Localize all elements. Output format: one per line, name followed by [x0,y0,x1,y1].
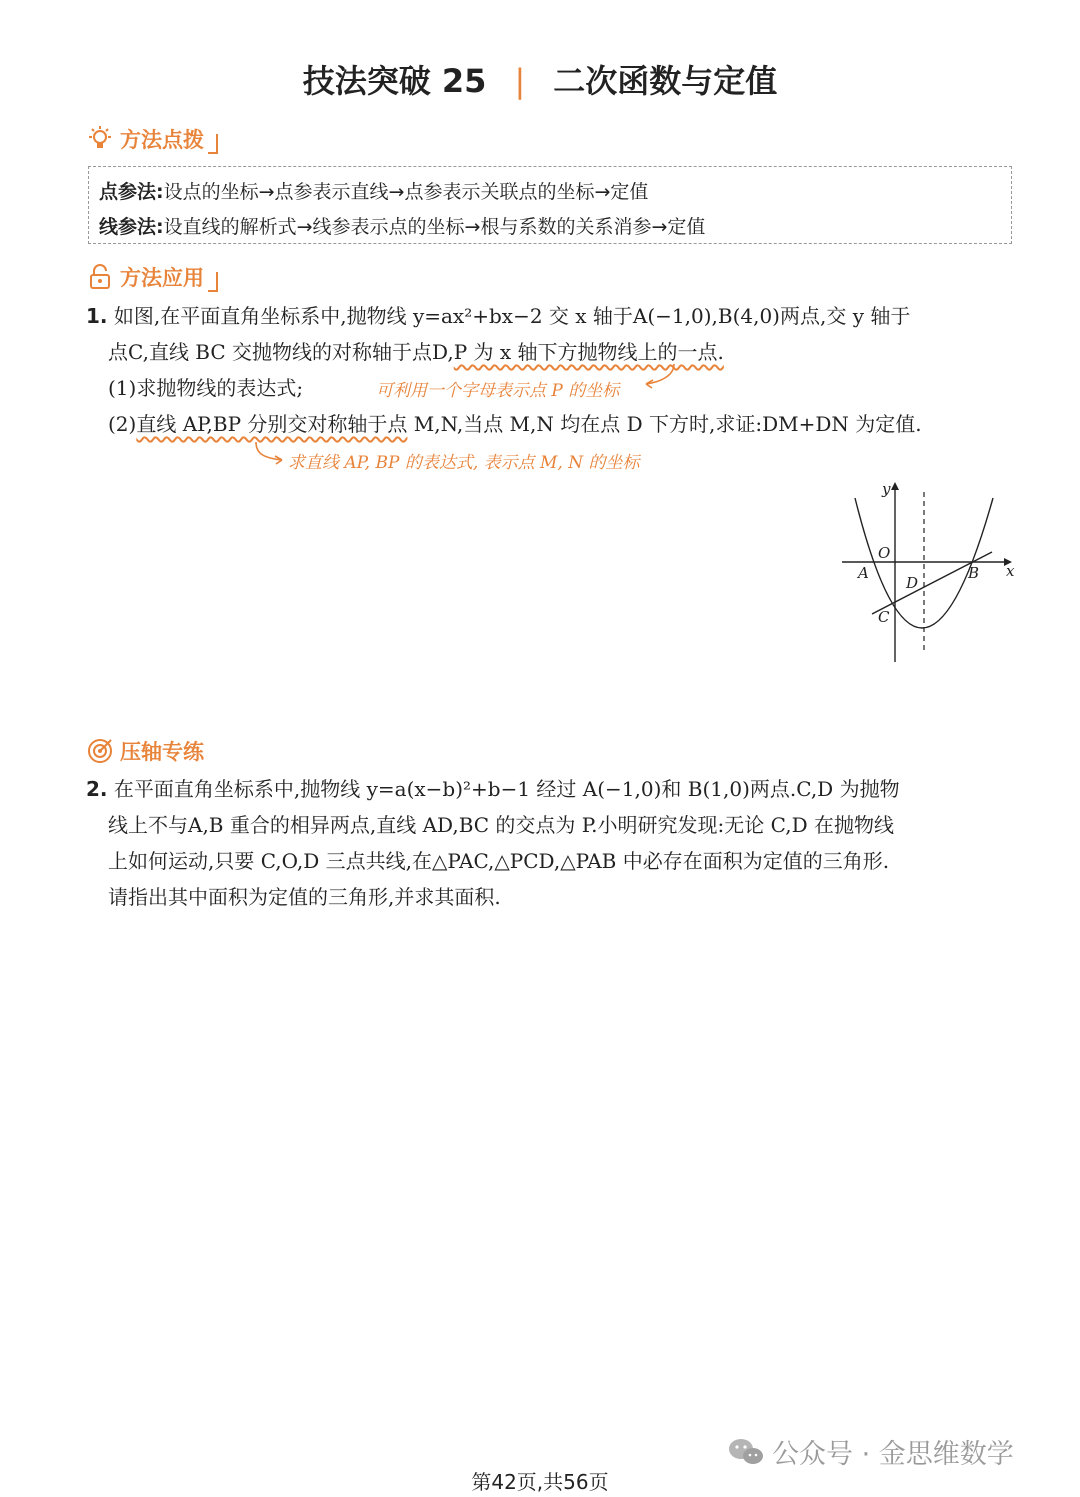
problem1-part2-rest: M,N,当点 M,N 均在点 D 下方时,求证:DM+DN 为定值. [407,412,922,436]
section-final-practice [86,736,204,766]
watermark-text: 公众号 · 金思维数学 [772,1439,1014,1470]
problem1-line1 [86,298,910,334]
label-x: x [1006,562,1015,580]
problem1-line2-text: 点C,直线 BC 交抛物线的对称轴于点D, [108,340,454,364]
note2-arrow-icon [252,440,288,470]
label-b: B [968,564,980,582]
y-arrow-icon [891,482,899,490]
problem1-note2: 求直线 AP, BP 的表达式, 表示点 M, N 的坐标 [288,453,640,473]
parabola-figure [838,478,1018,668]
line-method-label: 线参法: [99,216,164,238]
title-left: 技法突破 25 [302,62,487,100]
label-d: D [906,574,919,592]
problem1-part1: (1)求抛物线的表达式; [108,376,304,400]
problem1-part2-prefix: (2) [108,412,137,436]
method-box [88,166,1012,244]
problem2-line2: 线上不与A,B 重合的相异两点,直线 AD,BC 的交点为 P.小明研究发现:无论 C,D 在抛物线 [108,813,894,837]
title-separator: | [514,62,526,100]
page-title [0,56,1080,102]
lightbulb-icon [86,125,114,153]
problem1-number: 1. [86,304,108,328]
section-hook [208,134,218,154]
label-y: y [882,480,891,498]
problem1-highlight-p: P 为 x 轴下方抛物线上的一点. [453,340,724,364]
wechat-icon [726,1436,766,1468]
problem2-line3: 上如何运动,只要 C,O,D 三点共线,在△PAC,△PCD,△PAB 中必存在面积为定值的三角形. [108,849,890,873]
parabola-curve [855,498,993,628]
point-method-text: 设点的坐标→点参表示直线→点参表示关联点的坐标→定值 [163,181,649,203]
label-o: O [878,544,891,562]
line-method-row [99,212,705,239]
problem1-line1-text: 如图,在平面直角坐标系中,抛物线 y=ax²+bx−2 交 x 轴于A(−1,0),B(4,0)两点,交 y 轴于 [113,304,911,328]
problem2-number: 2. [86,777,108,801]
problem2-line1 [86,771,900,807]
page-number: 第42页,共56页 [471,1470,609,1494]
problem1-line2 [108,334,724,370]
problem1-note1: 可利用一个字母表示点 P 的坐标 [376,381,620,401]
point-method-label: 点参法: [99,181,164,203]
label-a: A [858,564,869,582]
section-method-apply [86,262,218,292]
title-right: 二次函数与定值 [553,62,778,100]
lock-icon [86,263,114,291]
point-method-row [99,177,648,204]
section-title: 方法应用 [120,266,204,290]
line-method-text: 设直线的解析式→线参表示点的坐标→根与系数的关系消参→定值 [163,216,706,238]
section-title: 方法点拨 [120,128,204,152]
section-method-tips [86,124,218,154]
section-hook [208,272,218,292]
problem2-line4: 请指出其中面积为定值的三角形,并求其面积. [108,885,501,909]
label-c: C [878,608,890,626]
section-title: 压轴专练 [120,740,204,764]
problem2-line1-text: 在平面直角坐标系中,抛物线 y=a(x−b)²+b−1 经过 A(−1,0)和 B(1,0)两点.C,D 为抛物 [113,777,900,801]
target-icon [86,737,114,765]
problem1-highlight-lines: 直线 AP,BP 分别交对称轴于点 [136,412,408,436]
note1-arrow-icon [640,360,680,390]
problem1-part2 [108,406,922,442]
